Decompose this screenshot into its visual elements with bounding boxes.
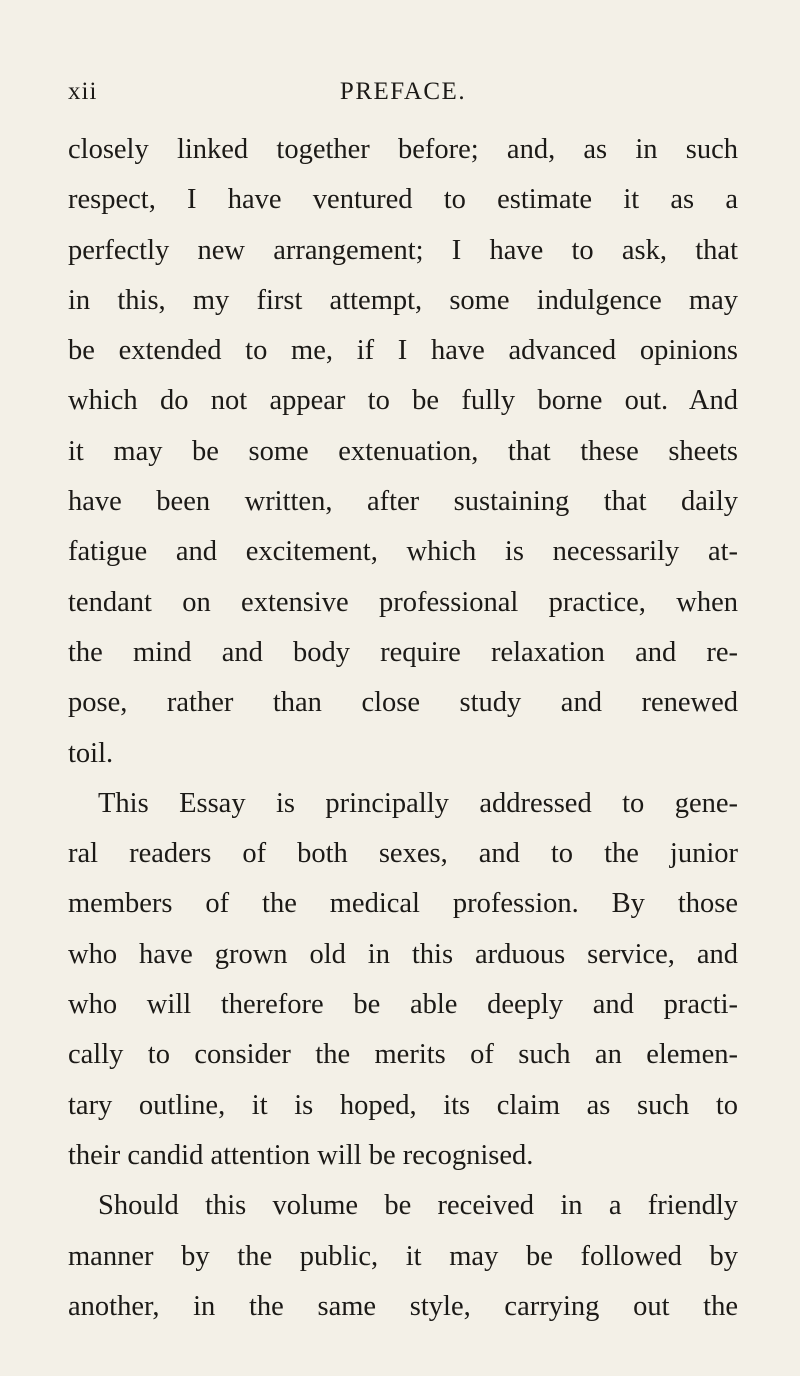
text-line: tendant on extensive professional practice, when — [68, 586, 738, 618]
text-line: another, in the same style, carrying out the — [68, 1290, 738, 1322]
text-line: closely linked together before; and, as in such — [68, 134, 738, 165]
body-text — [68, 128, 738, 1335]
text-line: Should this volume be received in a friendly — [98, 1190, 738, 1222]
text-line: pose, rather than close study and renewed — [68, 687, 738, 719]
page-header — [68, 78, 738, 118]
text-line: it may be some extenuation, that these sheets — [68, 435, 738, 467]
text-line: which do not appear to be fully borne out. And — [68, 385, 738, 417]
text-line: be extended to me, if I have advanced opinions — [68, 335, 738, 367]
text-line: This Essay is principally addressed to gene- — [98, 787, 738, 819]
text-line: perfectly new arrangement; I have to ask, that — [68, 234, 738, 266]
text-line: members of the medical profession. By those — [68, 888, 738, 920]
text-line: who have grown old in this arduous service, and — [68, 938, 738, 970]
text-line: who will therefore be able deeply and practi- — [68, 989, 738, 1021]
page-number: xii — [68, 78, 98, 105]
text-line: tary outline, it is hoped, its claim as such to — [68, 1089, 738, 1121]
text-line: respect, I have ventured to estimate it as a — [68, 184, 738, 216]
text-line: toil. — [68, 737, 114, 769]
running-title: PREFACE. — [339, 78, 467, 105]
text-line: their candid attention will be recognised. — [68, 1139, 534, 1171]
text-line: have been written, after sustaining that daily — [68, 486, 738, 518]
text-line: in this, my first attempt, some indulgence may — [68, 284, 738, 316]
text-line: ral readers of both sexes, and to the junior — [68, 838, 738, 870]
text-line: the mind and body require relaxation and re- — [68, 636, 738, 668]
text-line: fatigue and excitement, which is necessarily at- — [68, 536, 738, 568]
text-line: cally to consider the merits of such an elemen- — [68, 1039, 738, 1071]
text-line: manner by the public, it may be followed by — [68, 1240, 738, 1272]
